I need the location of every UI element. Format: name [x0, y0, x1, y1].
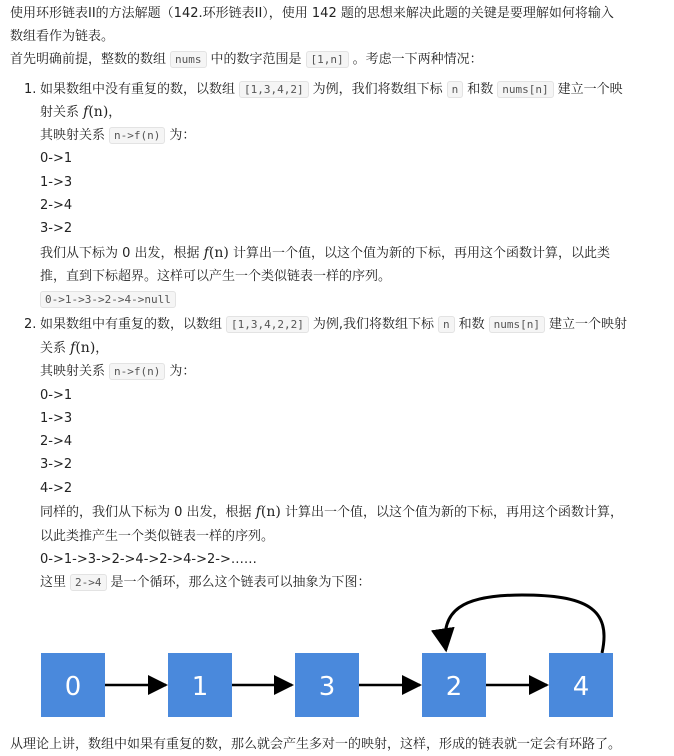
- math-f-n: f(n): [203, 245, 229, 261]
- math-f-n: f(n): [255, 504, 281, 520]
- list-node: [41, 653, 105, 717]
- case2-text: 计算出一个值，以这个值为新的下标，再用这个函数计算，: [284, 505, 623, 520]
- case2-text: 是一个循环，那么这个链表可以抽象为下图：: [110, 575, 371, 590]
- case2-text: 其映射关系: [40, 364, 106, 379]
- case2-mapping: 4->2: [40, 481, 73, 496]
- case2-sequence: 0->1->3->2->4->2->4->2->……: [40, 552, 257, 567]
- node-label: 4: [572, 672, 590, 702]
- case1-text: 计算出一个值，以这个值为新的下标，再用这个函数计算，以此类: [232, 246, 610, 261]
- case1-text: 如果数组中没有重复的数，以数组: [40, 82, 236, 97]
- linked-list-diagram: [0, 590, 674, 720]
- case1-text: ，: [108, 105, 122, 120]
- inline-code: nums[n]: [489, 316, 545, 333]
- list-node: [295, 653, 359, 717]
- case1-marker: 1.: [24, 82, 37, 97]
- case1-line-9: 推，直到下标超界。这样可以产生一个类似链表一样的序列。: [40, 269, 392, 284]
- case1-text: 建立一个映: [557, 82, 623, 97]
- intro-text: 首先明确前提，整数的数组: [10, 52, 167, 67]
- case2-marker: 2.: [24, 317, 37, 332]
- case1-text: 为：: [169, 128, 196, 143]
- case1-text: 射关系: [40, 105, 80, 120]
- case2-text: 为例,我们将数组下标: [312, 317, 435, 332]
- case2-mapping: 3->2: [40, 457, 73, 472]
- case2-mapping: 2->4: [40, 434, 73, 449]
- node-label: 3: [318, 672, 336, 702]
- case2-text: 为：: [169, 364, 196, 379]
- case1-text: 其映射关系: [40, 128, 106, 143]
- case1-text: 为例，我们将数组下标: [312, 82, 443, 97]
- intro-text: 中的数字范围是: [210, 52, 302, 67]
- inline-code: [1,n]: [306, 51, 349, 68]
- case2-text: 建立一个映射: [549, 317, 628, 332]
- footer-text: 从理论上讲，数组中如果有重复的数，那么就会产生多对一的映射，这样，形成的链表就一定会有环路了。: [10, 737, 622, 752]
- case2-text: 和数: [458, 317, 485, 332]
- case2-mapping: 1->3: [40, 411, 73, 426]
- case2-text: 这里: [40, 575, 67, 590]
- node-label: 1: [191, 672, 209, 702]
- inline-code: n: [438, 316, 455, 333]
- case2-line-2: [40, 337, 108, 360]
- case2-line-9: [40, 501, 623, 524]
- inline-code: 2->4: [70, 574, 107, 591]
- case2-text: 同样的，我们从下标为 0 出发，根据: [40, 505, 252, 520]
- inline-code: nums[n]: [497, 81, 553, 98]
- case2-line-3: [40, 360, 195, 383]
- case1-mapping: 3->2: [40, 221, 73, 236]
- case1-line-3: [40, 124, 195, 147]
- case1-line-1: [40, 78, 623, 101]
- intro-line-2: 数组看作为链表。: [10, 29, 115, 44]
- math-f-n: f(n): [70, 340, 96, 356]
- case2-line-1: [40, 313, 627, 336]
- inline-code: nums: [170, 51, 207, 68]
- intro-line-1: 使用环形链表II的方法解题（142.环形链表II），使用 142 题的思想来解决此题的关键是要理解如何将输入: [10, 6, 614, 21]
- case2-mapping: 0->1: [40, 388, 73, 403]
- node-label: 2: [445, 672, 463, 702]
- inline-code: [1,3,4,2]: [239, 81, 309, 98]
- case2-line-10: 以此类推产生一个类似链表一样的序列。: [40, 529, 275, 544]
- case1-mapping: 2->4: [40, 198, 73, 213]
- case1-text: 我们从下标为 0 出发，根据: [40, 246, 200, 261]
- case2-text: 如果数组中有重复的数，以数组: [40, 317, 223, 332]
- intro-text: 。考虑一下两种情况：: [352, 52, 483, 67]
- case2-text: 关系: [40, 341, 67, 356]
- math-f-n: f(n): [83, 104, 109, 120]
- node-label: 0: [64, 672, 82, 702]
- case1-line-8: [40, 242, 610, 265]
- case1-mapping: 1->3: [40, 175, 73, 190]
- inline-code: [1,3,4,2,2]: [226, 316, 309, 333]
- inline-code: n->f(n): [109, 363, 165, 380]
- case2-text: ，: [95, 341, 109, 356]
- case1-line-2: [40, 101, 121, 124]
- list-node: [168, 653, 232, 717]
- inline-code: n->f(n): [109, 127, 165, 144]
- list-node: [422, 653, 486, 717]
- case1-text: 和数: [467, 82, 494, 97]
- sequence-code: 0->1->3->2->4->null: [40, 291, 176, 308]
- case1-sequence: [40, 288, 180, 311]
- cycle-arrow: [445, 595, 604, 653]
- list-node: [549, 653, 613, 717]
- intro-line-3: [10, 48, 483, 71]
- inline-code: n: [447, 81, 464, 98]
- case1-mapping: 0->1: [40, 151, 73, 166]
